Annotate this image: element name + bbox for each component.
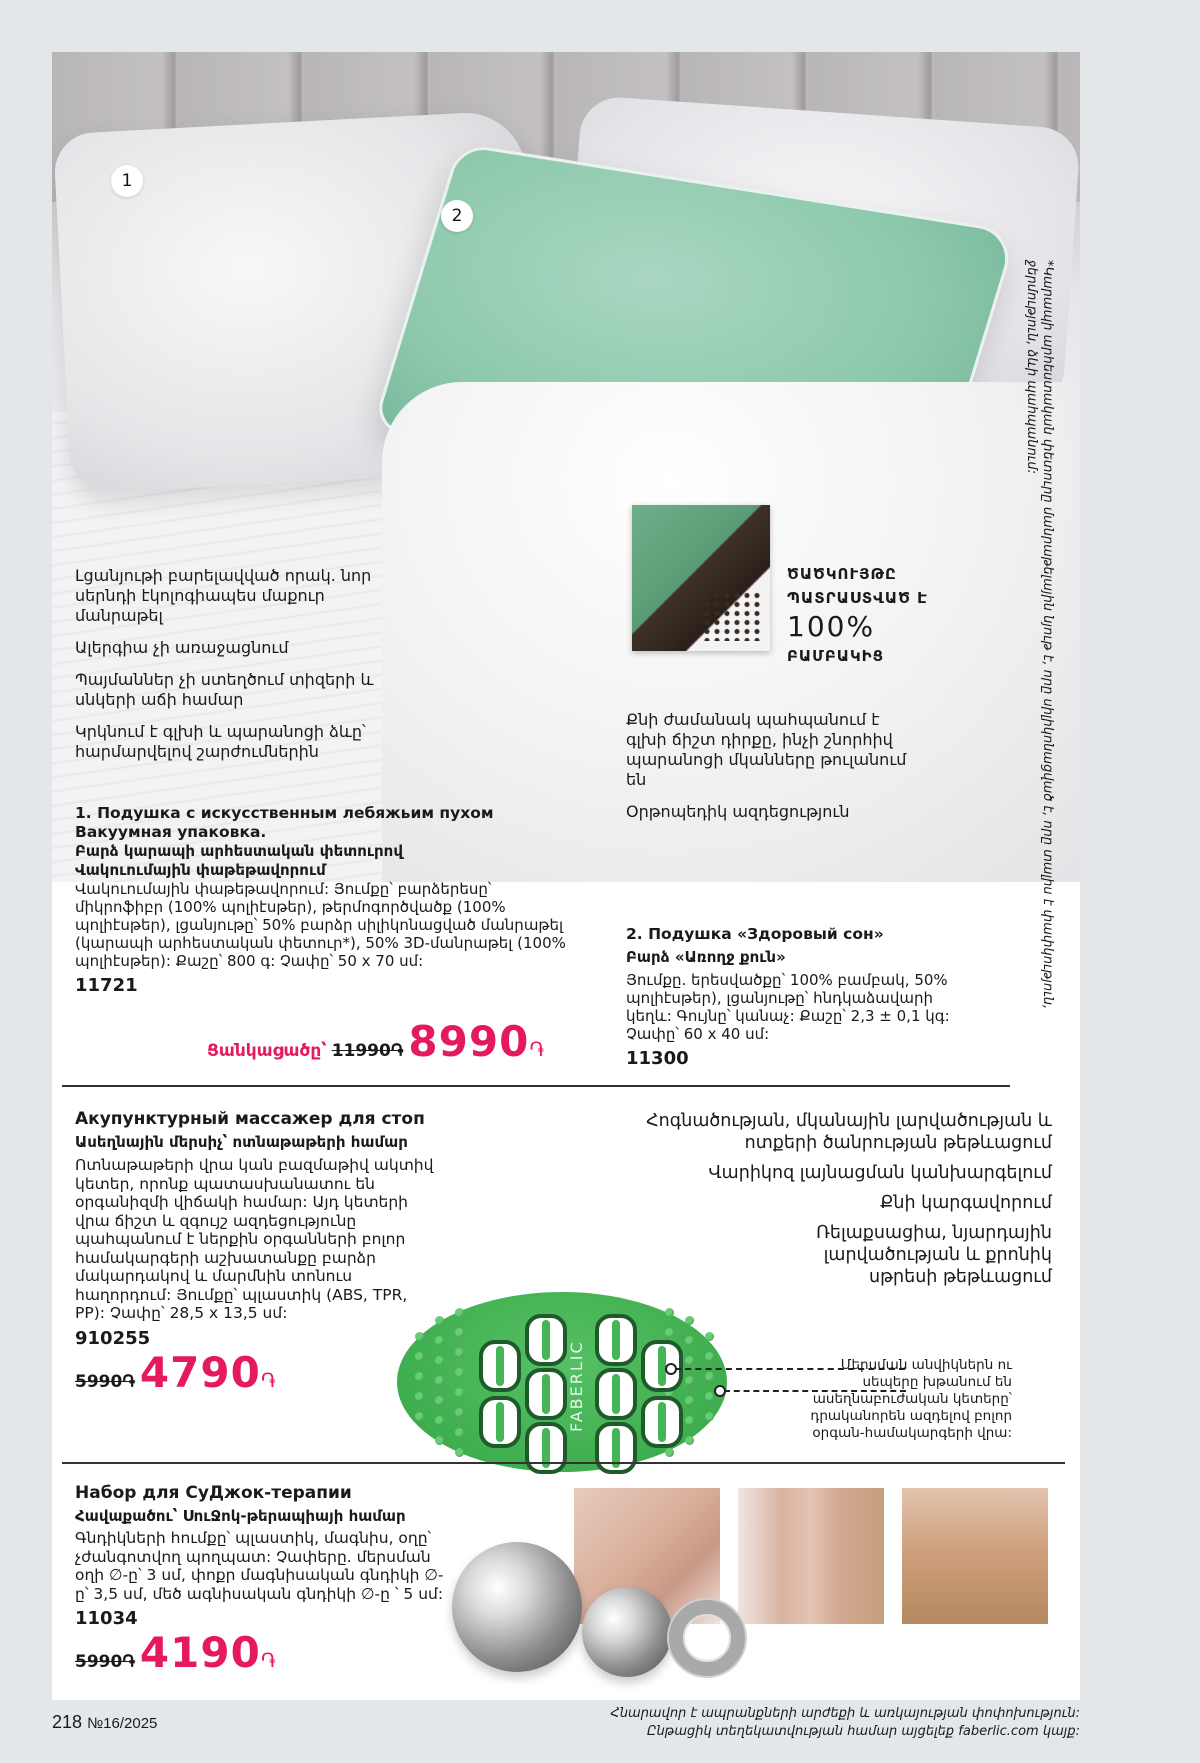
massage-nub	[685, 1336, 694, 1345]
massage-roller	[525, 1368, 567, 1420]
benefit-item: Վարիկոզ լայնացման կանխարգելում	[708, 1163, 1052, 1183]
inset-caption-line: ՊԱՏՐԱՍՏՎԱԾ Է	[787, 589, 928, 607]
massage-roller	[479, 1340, 521, 1392]
currency-icon: ֏	[529, 1037, 545, 1061]
massager-code: 910255	[75, 1327, 151, 1349]
catalog-page	[52, 52, 1080, 1700]
massage-nub	[415, 1412, 424, 1421]
massage-ring-image	[669, 1600, 745, 1676]
large-magnetic-ball-image	[452, 1542, 582, 1672]
massage-nub	[435, 1436, 444, 1445]
massage-roller	[641, 1396, 683, 1448]
massage-nub	[665, 1308, 674, 1317]
inset-caption-line: ԾԱԾԿՈՒՅԹԸ	[787, 565, 897, 583]
old-price: 11990֏	[331, 1041, 404, 1061]
massage-nub	[455, 1328, 464, 1337]
pillow2-features	[626, 710, 916, 834]
massage-nub	[415, 1332, 424, 1341]
old-price: 5990֏	[75, 1652, 135, 1672]
massage-nub	[455, 1428, 464, 1437]
massage-nub	[705, 1412, 714, 1421]
benefit-item: Հոգնածության, մկանային լարվածության և ոտքերի ծանրության թեթևացում	[646, 1111, 1052, 1153]
product2-title-am: Բարձ «Առողջ քուն»	[626, 948, 786, 966]
massage-nub	[665, 1328, 674, 1337]
massage-nub	[705, 1332, 714, 1341]
product1-subtitle-am: Վակուումային փաթեթավորում	[75, 861, 326, 879]
section-divider	[62, 1085, 1010, 1087]
massage-nub	[685, 1356, 694, 1365]
massage-nub	[435, 1416, 444, 1425]
sujok-price	[75, 1628, 455, 1677]
new-price: 4790	[139, 1347, 261, 1397]
feature-item: Պայմաններ չի ստեղծում տիզերի և սնկերի աճի համար	[75, 670, 374, 709]
benefit-item: Ռելաքսացիա, նյարդային լարվածության և քրոնիկ սթրեսի թեթևացում	[816, 1223, 1052, 1287]
pillow1-features	[75, 566, 395, 774]
product1-subtitle-ru: Вакуумная упаковка.	[75, 823, 267, 841]
massage-roller	[595, 1368, 637, 1420]
inset-caption-percent: 100%	[787, 610, 876, 643]
feature-item: Օրթոպեդիկ ազդեցություն	[626, 802, 850, 821]
product1-block	[75, 804, 575, 998]
new-price: 8990	[408, 1017, 530, 1066]
product2-description: Յումքը. երեսվածքը՝ 100% բամբակ, 50% պոլիէսթեր), լցանյութը՝ հնդկաձավարի կեղև: Գույնը՝ կանաչ: Քաշը՝ 2,3 ± 0,1 կգ: Չափը՝ 60 x 40 սմ:	[626, 971, 950, 1043]
massage-nub	[415, 1392, 424, 1401]
product1-code: 11721	[75, 975, 138, 996]
massage-nub	[455, 1408, 464, 1417]
foot-massager-image	[397, 1292, 727, 1472]
massage-nub	[435, 1336, 444, 1345]
massage-roller	[595, 1314, 637, 1366]
massage-nub	[685, 1316, 694, 1325]
brand-logo: FABERLIC	[567, 1340, 586, 1432]
massage-nub	[435, 1356, 444, 1365]
ball-between-palms-photo	[738, 1488, 884, 1624]
page-number: 218	[52, 1712, 83, 1732]
massage-nub	[705, 1372, 714, 1381]
price-label: Ցանկացածը՝	[207, 1041, 327, 1061]
massage-nub	[685, 1396, 694, 1405]
currency-icon: ֏	[260, 1648, 276, 1672]
massage-nub	[455, 1348, 464, 1357]
massager-description: Ոտնաթաթերի վրա կան բազմաթիվ ակտիվ կետեր, որոնք պատասխանատու են օրգանիզմի վիճակի համար: Այդ կետերի վրա ճիշտ և զգույշ ազդեցությունը պահպանում է ներքին օրգանների բոլոր համակարգերի աշխատանքը բարձր մակարդակով և մարմնին տոնուս հաղորդում: Յումքը՝ պլաստիկ (ABS, TPR, PP): Չափը՝ 28,5 x 13,5 սմ:	[75, 1156, 434, 1322]
footer-note-line: Հնարավոր է ապրանքների արժեքի և առկայության փոփոխություն:	[610, 1706, 1080, 1721]
inset-caption	[787, 562, 928, 668]
massage-nub	[705, 1352, 714, 1361]
massage-nub	[685, 1436, 694, 1445]
massage-nub	[435, 1376, 444, 1385]
massage-nub	[685, 1376, 694, 1385]
feature-item: Քնի ժամանակ պահպանում է գլխի ճիշտ դիրքը, ինչի շնորհիվ պարանոցի մկանները թուլանում են	[626, 710, 907, 789]
page-footer-note	[610, 1705, 1080, 1741]
small-magnetic-ball-image	[582, 1587, 672, 1677]
product1-title-ru: 1. Подушка с искусственным лебяжьим пухом	[75, 804, 494, 822]
sujok-title-ru: Набор для СуДжок-терапии	[75, 1483, 352, 1503]
product1-price	[207, 1017, 545, 1066]
benefit-item: Քնի կարգավորում	[880, 1193, 1052, 1213]
massage-nub	[455, 1368, 464, 1377]
massager-block	[75, 1110, 435, 1395]
massage-nub	[455, 1388, 464, 1397]
sujok-description: Գնդիկների հումքը՝ պլաստիկ, մագնիս, օղը՝ չժանգոտվող պողպատ: Չափերը. մերսման օղի ∅-ը՝ 3 սմ, փոքր մագնիսական գնդիկի ∅-ը՝ 3,5 սմ, մեծ ագնիսական գնդիկի ∅-ը ՝ 5 սմ:	[75, 1529, 444, 1603]
product-badge-1: 1	[111, 165, 143, 197]
massager-callout: Մերսման անվիկներն ու սեպերը խթանում են ասեղնաբուժական կետերը՝ դրականորեն ազդելով բոլոր օրգան-համակարգերի վրա:	[810, 1357, 1012, 1441]
feature-item: Լցանյութի բարելավված որակ. նոր սերնդի էկոլոգիապես մաքուր մանրաթել	[75, 566, 372, 625]
massage-nub	[705, 1392, 714, 1401]
massage-roller	[479, 1396, 521, 1448]
massage-nub	[685, 1416, 694, 1425]
feature-item: Ալերգիա չի առաջացնում	[75, 638, 289, 657]
ball-under-foot-photo	[902, 1488, 1048, 1624]
page-footer-left	[52, 1712, 157, 1733]
sujok-title-am: Հավաքածու՝ ՍուՋոկ-թերապիայի համար	[75, 1507, 406, 1525]
massager-title-am: Ասեղնային մերսիչ՝ ոտնաթաթերի համար	[75, 1133, 408, 1151]
massage-nub	[455, 1308, 464, 1317]
massager-price	[75, 1347, 435, 1397]
massage-nub	[435, 1396, 444, 1405]
sujok-code: 11034	[75, 1608, 138, 1629]
currency-icon: ֏	[260, 1367, 276, 1392]
buckwheat-inset-image	[632, 505, 770, 651]
product2-block	[626, 925, 966, 1071]
massage-nub	[415, 1352, 424, 1361]
inset-caption-line: ԲԱՄԲԱԿԻՑ	[787, 647, 885, 665]
product-badge-2: 2	[441, 200, 473, 232]
massage-roller	[641, 1340, 683, 1392]
massage-roller	[525, 1314, 567, 1366]
product1-description: Վակուումային փաթեթավորում: Յումքը՝ բարձերեսը՝ միկրոֆիբր (100% պոլիէսթեր), թերմոգործվածք (100% պոլիէսթեր), լցանյութը՝ 50% բարձր սիլիկոնացված մանրաթել (կարապի արհեստական փետուր*), 50% 3D-մանրաթել (100% պոլիէսթեր): Քաշը՝ 800 գ: Չափը՝ 50 x 70 սմ:	[75, 880, 566, 970]
massager-title-ru: Акупунктурный массажер для стоп	[75, 1109, 425, 1129]
product1-title-am: Բարձ կարապի արհեստական փետուրով	[75, 842, 403, 860]
section-divider	[62, 1462, 1065, 1464]
product2-code: 11300	[626, 1048, 689, 1069]
old-price: 5990֏	[75, 1371, 135, 1392]
feather-footnote: *Կարապի արհեստական փետուրը մանրաթելային նյութ է, որը սիլիկոնացված է, որը տալիս է փափկություն, ջերմություն, ձևի պահպանում:	[1024, 260, 1055, 1010]
massage-nub	[435, 1316, 444, 1325]
product2-title-ru: 2. Подушка «Здоровый сон»	[626, 925, 884, 943]
sujok-block	[75, 1484, 455, 1675]
issue-number: №16/2025	[87, 1715, 158, 1732]
massage-roller	[595, 1422, 637, 1474]
footer-note-line: Ընթացիկ տեղեկատվության համար այցելեք faberlic.com կայք:	[646, 1724, 1080, 1739]
massage-nub	[415, 1372, 424, 1381]
massage-nub	[665, 1448, 674, 1457]
massager-benefits	[582, 1110, 1052, 1300]
massage-roller	[525, 1422, 567, 1474]
feature-item: Կրկնում է գլխի և պարանոցի ձևը՝ հարմարվելով շարժումներին	[75, 722, 366, 761]
massage-nub	[455, 1448, 464, 1457]
new-price: 4190	[139, 1628, 261, 1677]
